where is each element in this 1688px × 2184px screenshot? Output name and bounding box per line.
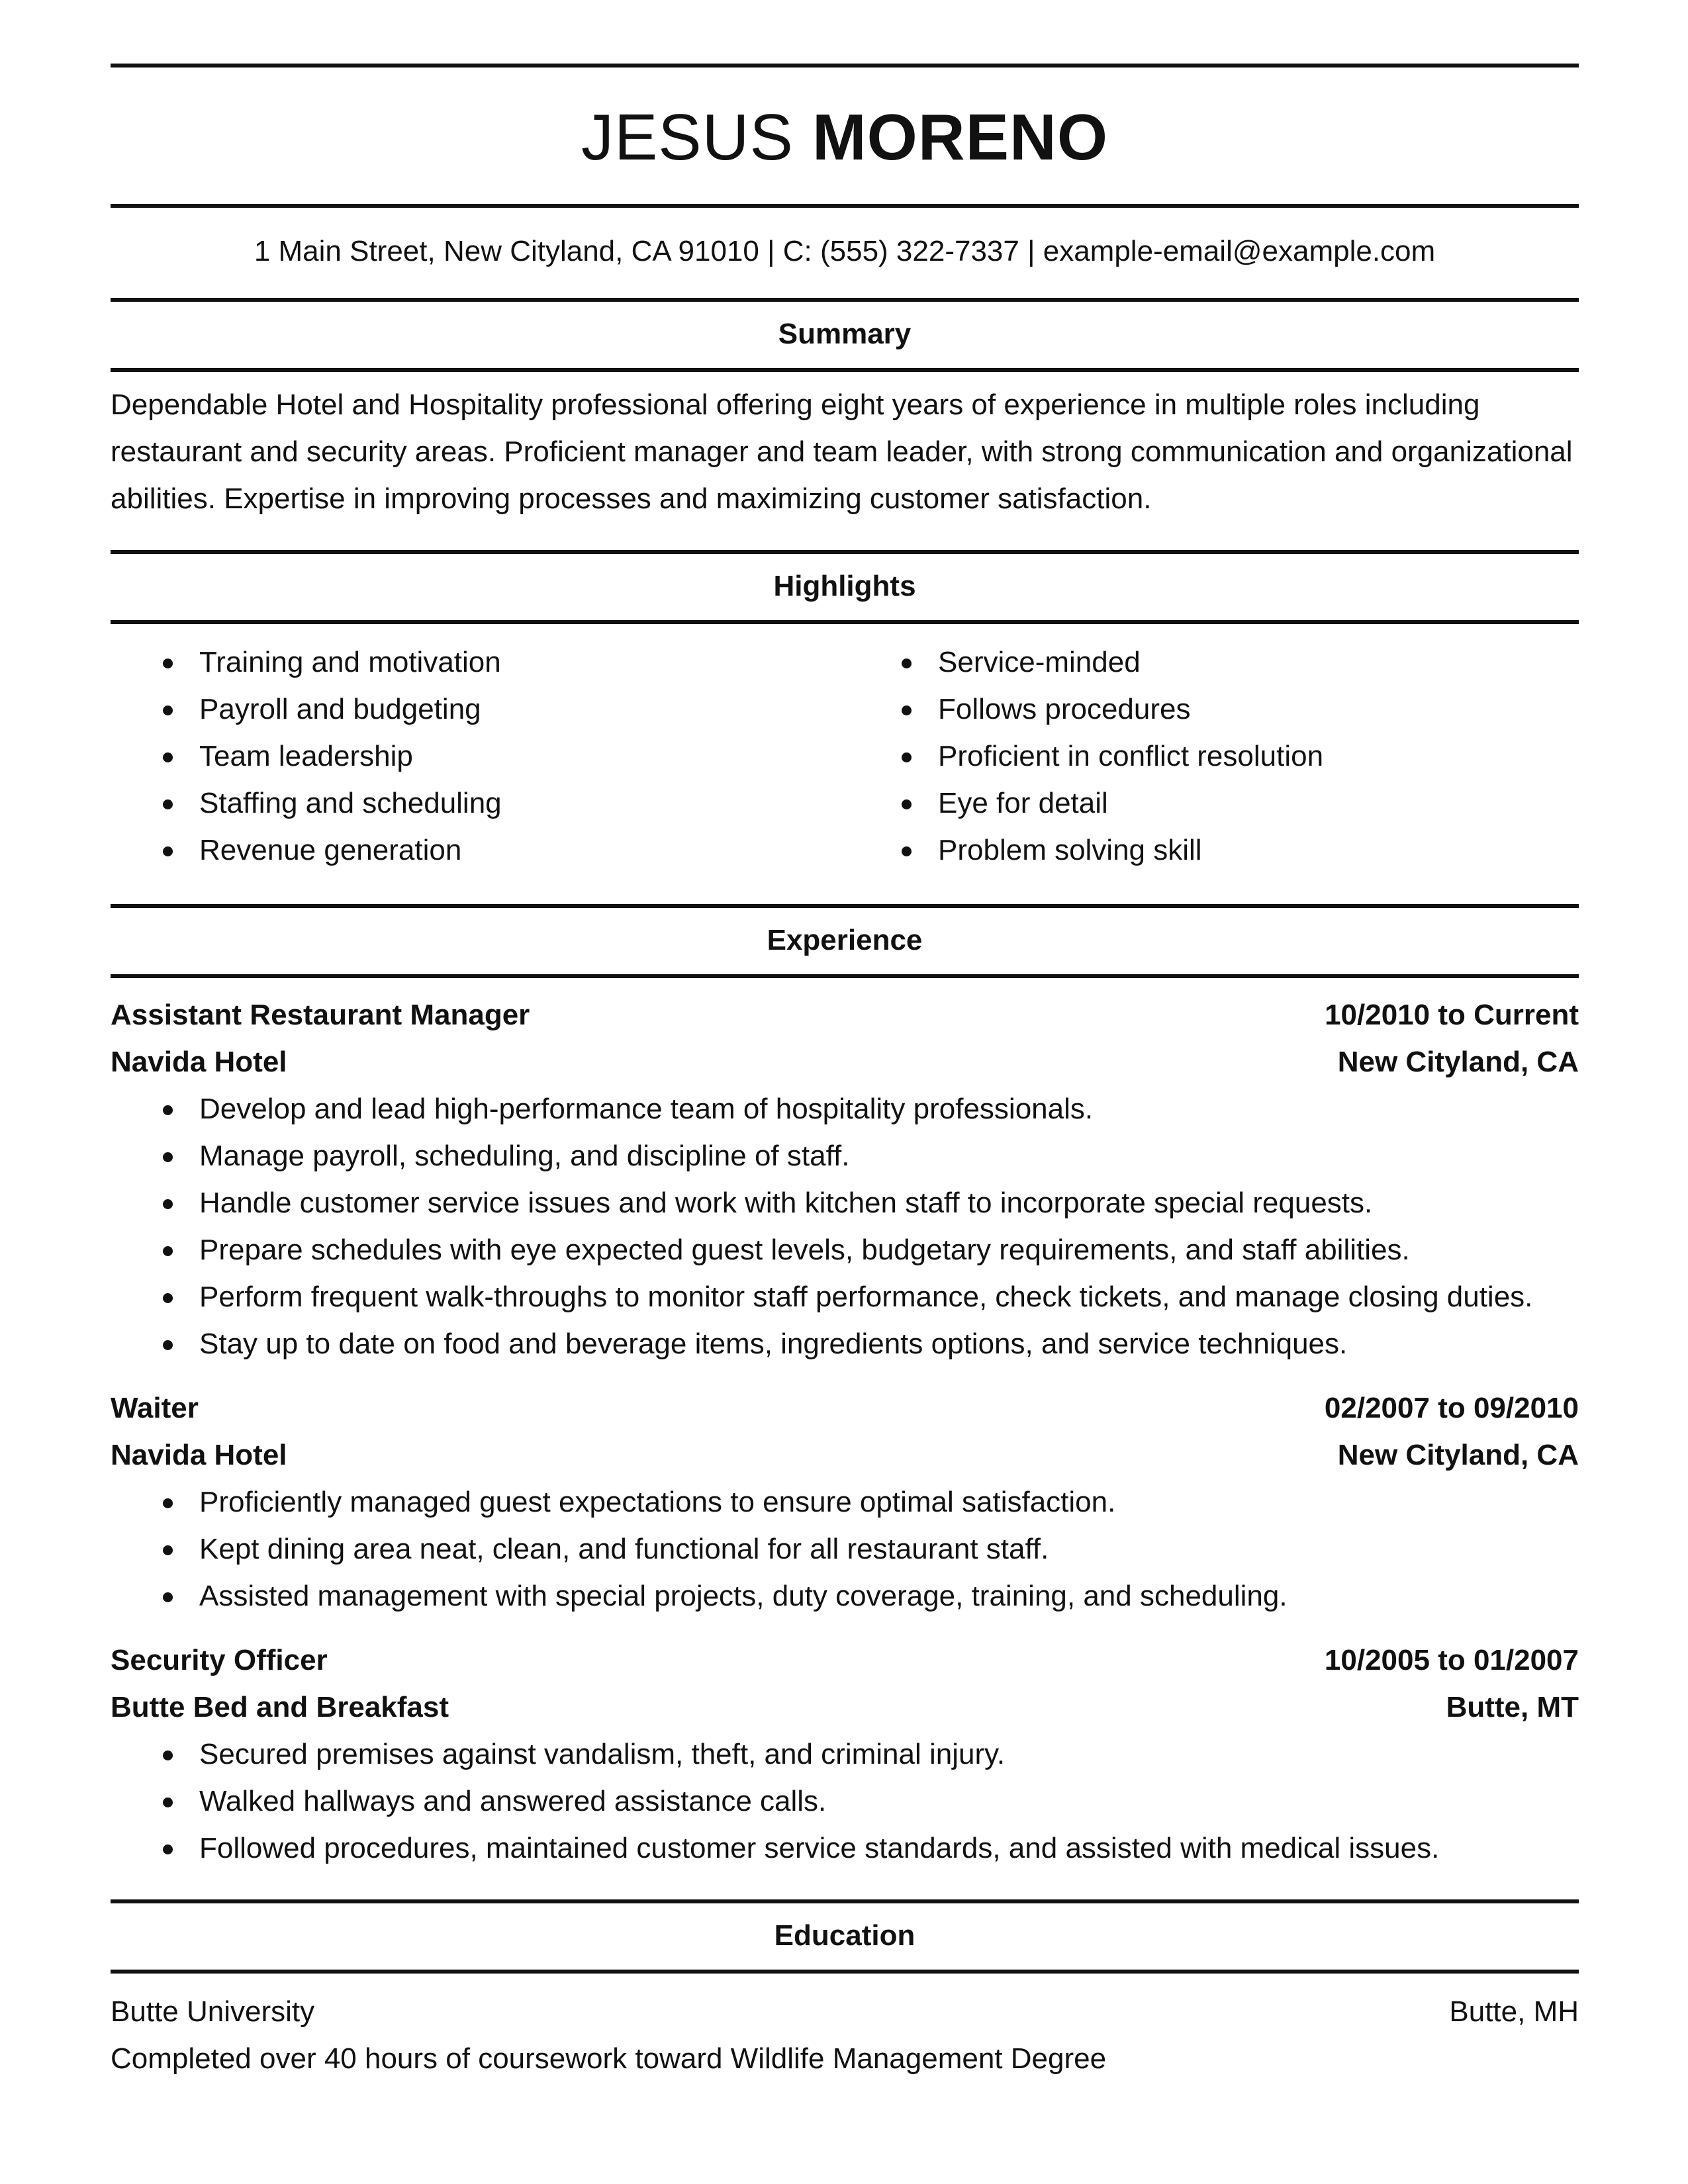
list-item: Team leadership xyxy=(111,733,845,780)
highlights-list xyxy=(111,624,1579,904)
experience-list xyxy=(111,978,1579,1899)
job-dates: 02/2007 to 09/2010 xyxy=(1324,1392,1579,1424)
list-item: Service-minded xyxy=(845,639,1579,686)
job-header xyxy=(111,1385,1579,1432)
list-item: Revenue generation xyxy=(111,827,845,874)
job-location: New Cityland, CA xyxy=(1337,1439,1579,1471)
job-dates: 10/2010 to Current xyxy=(1325,999,1579,1031)
list-item: Kept dining area neat, clean, and functional for all restaurant staff. xyxy=(111,1525,1579,1572)
job-title: Waiter xyxy=(111,1392,199,1424)
first-name: JESUS xyxy=(581,101,794,173)
contact-line: 1 Main Street, New Cityland, CA 91010 | C: (555) 322-7337 | example-email@example.com xyxy=(254,235,1436,267)
list-item: Assisted management with special projects, duty coverage, training, and scheduling. xyxy=(111,1572,1579,1619)
list-item: Proficient in conflict resolution xyxy=(845,733,1579,780)
list-item: Develop and lead high-performance team of hospitality professionals. xyxy=(111,1085,1579,1132)
job-location: New Cityland, CA xyxy=(1337,1046,1579,1078)
job-company: Navida Hotel xyxy=(111,1439,287,1471)
list-item: Proficiently managed guest expectations to ensure optimal satisfaction. xyxy=(111,1479,1579,1525)
list-item: Walked hallways and answered assistance calls. xyxy=(111,1778,1579,1825)
list-item: Prepare schedules with eye expected guest levels, budgetary requirements, and staff abilities. xyxy=(111,1226,1579,1273)
list-item: Manage payroll, scheduling, and discipline of staff. xyxy=(111,1132,1579,1179)
candidate-name xyxy=(111,68,1579,204)
job-duties xyxy=(111,1479,1579,1619)
summary-text: Dependable Hotel and Hospitality professional offering eight years of experience in multiple roles including restaurant and security areas. Proficient manager and team leader, with strong communication and organizational abilities. Expertise in improving processes and maximizing customer satisfaction. xyxy=(111,388,1573,515)
education-header xyxy=(111,1988,1579,2035)
job-company: Butte Bed and Breakfast xyxy=(111,1691,449,1723)
list-item: Staffing and scheduling xyxy=(111,780,845,827)
job-entry xyxy=(111,978,1579,1367)
job-title: Security Officer xyxy=(111,1644,328,1676)
job-location: Butte, MT xyxy=(1446,1691,1579,1723)
list-item: Perform frequent walk-throughs to monitor staff performance, check tickets, and manage closing duties. xyxy=(111,1273,1579,1320)
job-header xyxy=(111,1637,1579,1684)
experience-heading: Experience xyxy=(767,924,923,956)
school-location: Butte, MH xyxy=(1449,1995,1579,2028)
job-company: Navida Hotel xyxy=(111,1046,287,1078)
list-item: Training and motivation xyxy=(111,639,845,686)
highlights-left-column xyxy=(111,639,845,874)
job-duties xyxy=(111,1731,1579,1872)
list-item: Stay up to date on food and beverage items, ingredients options, and service techniques. xyxy=(111,1320,1579,1367)
job-employer xyxy=(111,1432,1579,1479)
resume-page xyxy=(111,64,1579,2082)
job-employer xyxy=(111,1684,1579,1731)
highlights-right-column xyxy=(845,639,1579,874)
job-employer xyxy=(111,1038,1579,1085)
job-dates: 10/2005 to 01/2007 xyxy=(1324,1644,1579,1676)
job-header xyxy=(111,991,1579,1038)
list-item: Secured premises against vandalism, theft, and criminal injury. xyxy=(111,1731,1579,1778)
list-item: Eye for detail xyxy=(845,780,1579,827)
list-item: Follows procedures xyxy=(845,686,1579,733)
last-name: MORENO xyxy=(812,101,1109,173)
list-item: Followed procedures, maintained customer service standards, and assisted with medical issues. xyxy=(111,1825,1579,1872)
education-detail: Completed over 40 hours of coursework toward Wildlife Management Degree xyxy=(111,2042,1107,2075)
list-item: Problem solving skill xyxy=(845,827,1579,874)
job-entry xyxy=(111,1367,1579,1619)
school-name: Butte University xyxy=(111,1995,315,2028)
list-item: Payroll and budgeting xyxy=(111,686,845,733)
education-entry xyxy=(111,1974,1579,2082)
list-item: Handle customer service issues and work with kitchen staff to incorporate special requests. xyxy=(111,1179,1579,1226)
highlights-heading: Highlights xyxy=(773,570,916,602)
education-heading: Education xyxy=(774,1919,915,1952)
summary-heading: Summary xyxy=(778,318,912,350)
job-entry xyxy=(111,1619,1579,1872)
job-title: Assistant Restaurant Manager xyxy=(111,999,530,1031)
job-duties xyxy=(111,1085,1579,1367)
